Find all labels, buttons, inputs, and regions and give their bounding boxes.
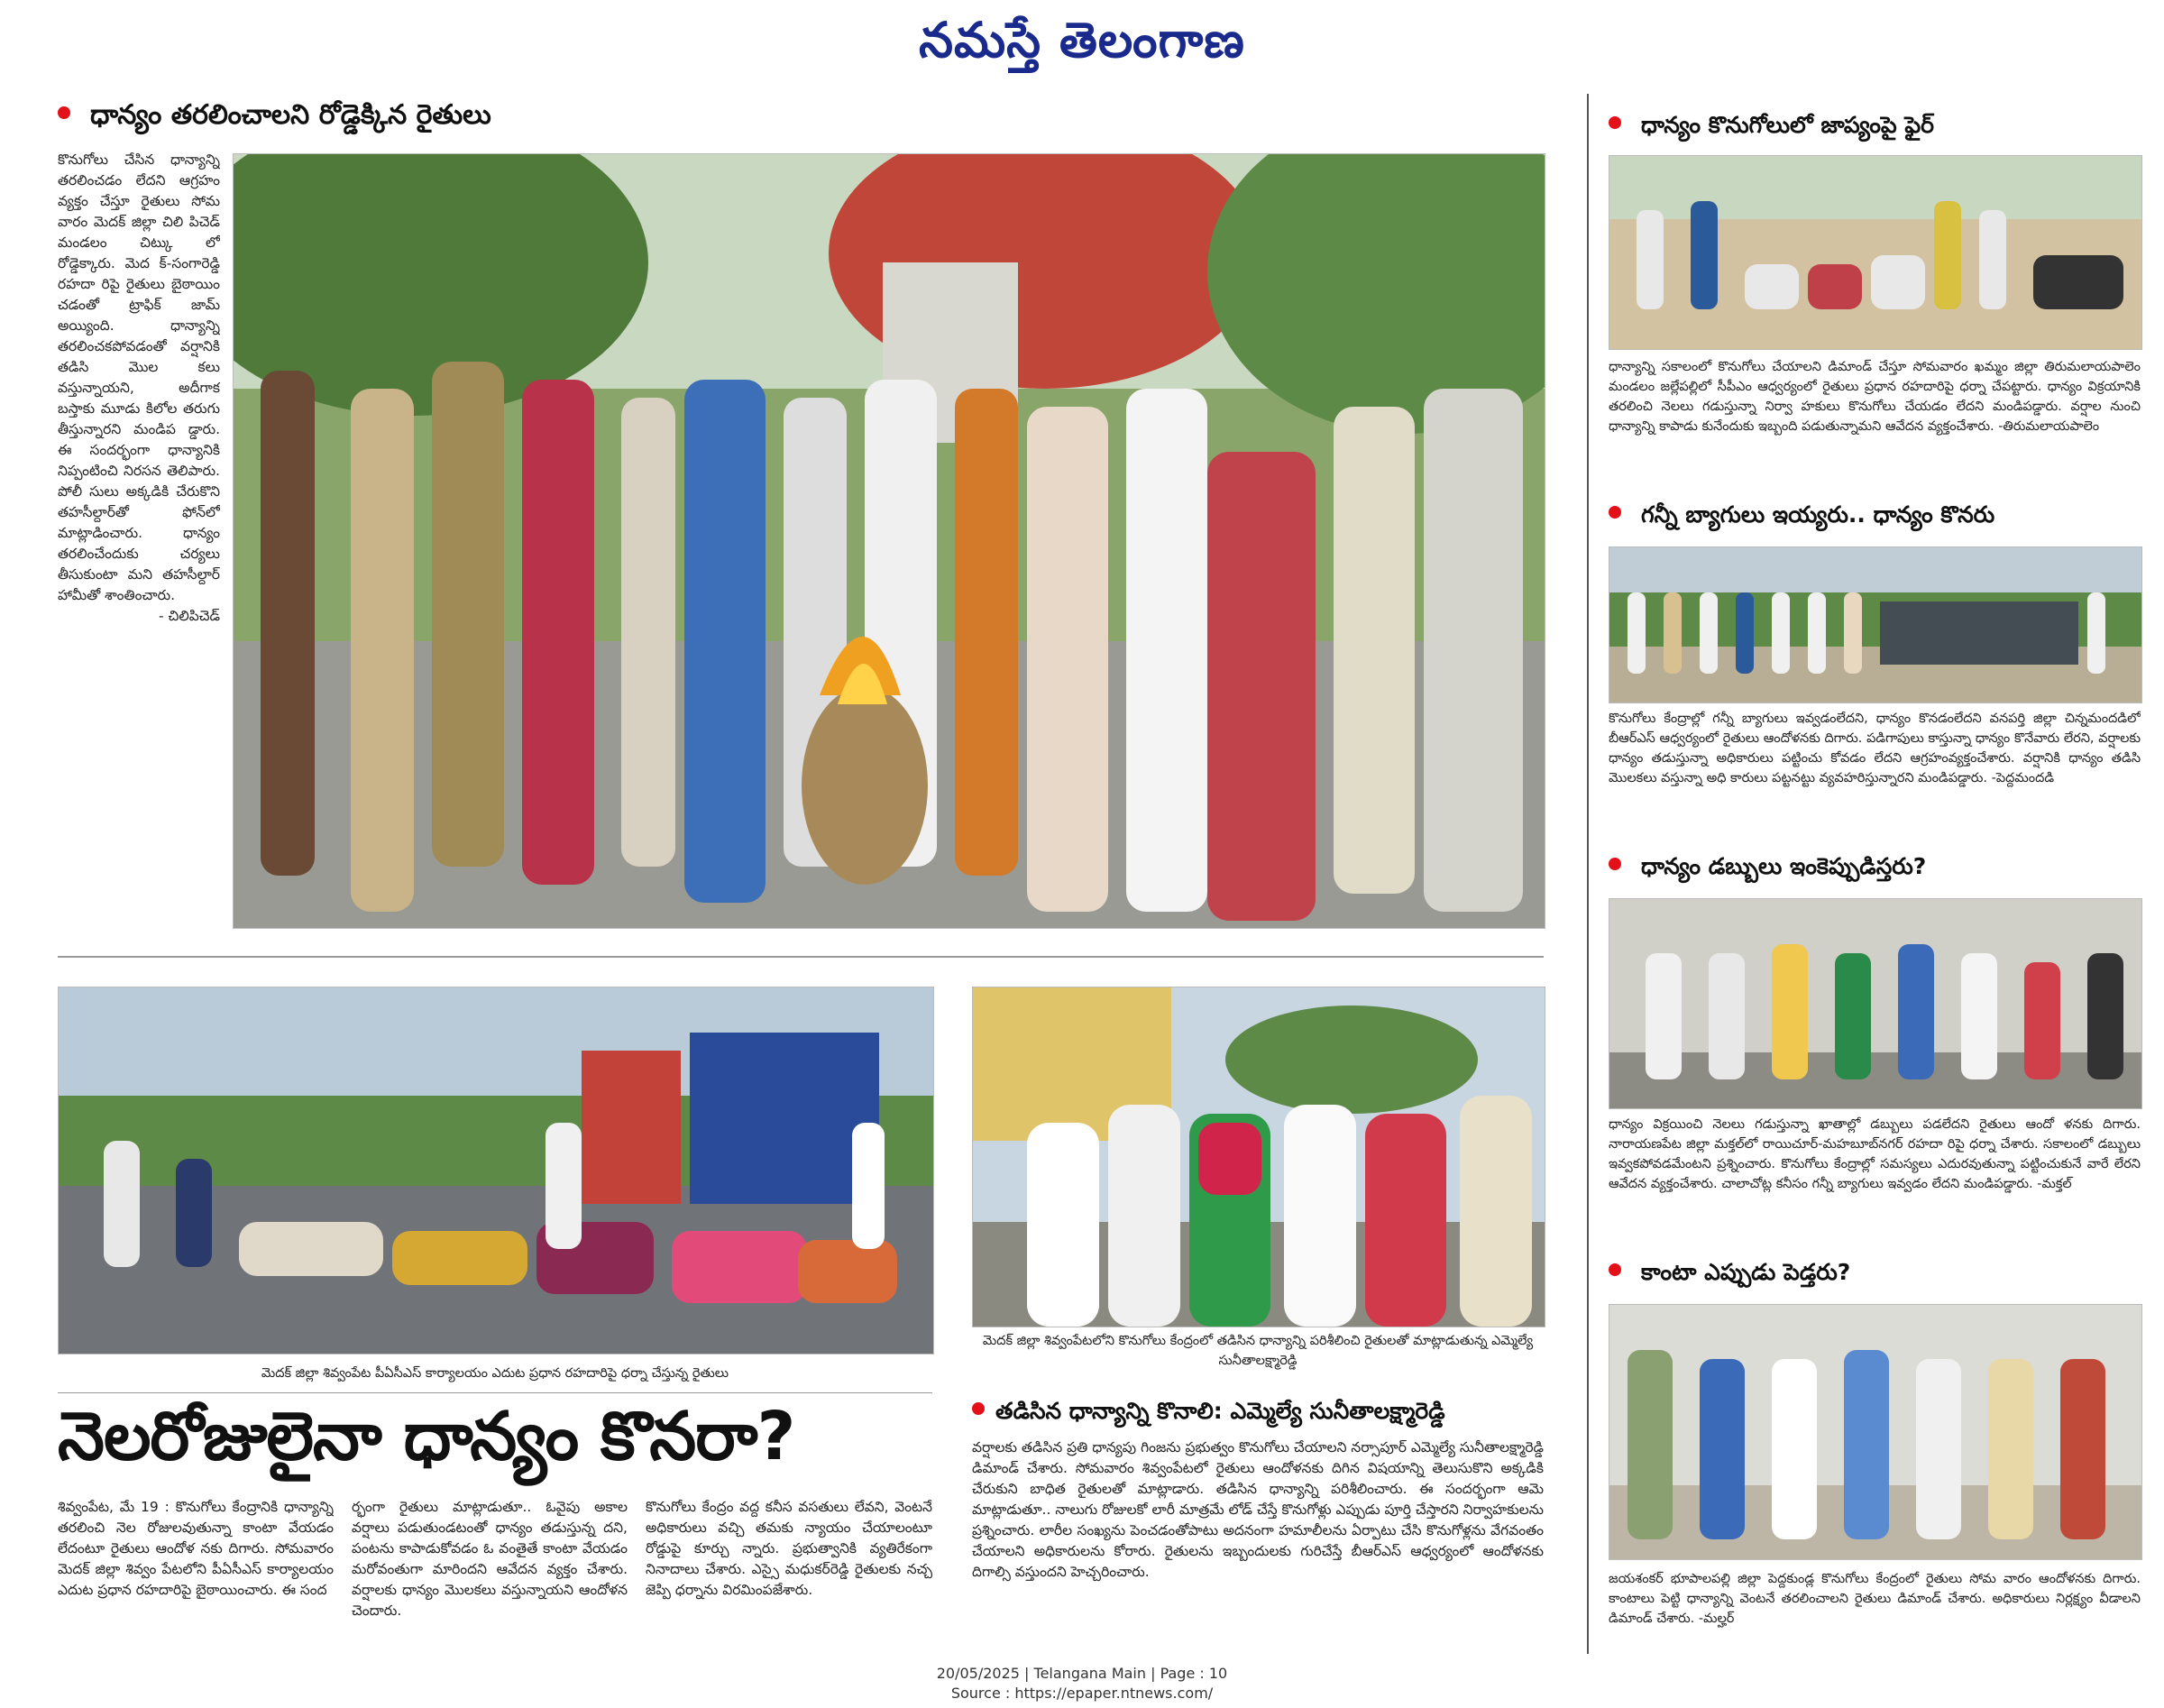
big-headline: నెలరోజులైనా ధాన్యం కొనరా? <box>58 1398 795 1475</box>
brief-1-photo <box>1609 155 2142 350</box>
brief-3-headline: ధాన్యం డబ్బులు ఇంకెప్పుడిస్తరు? <box>1609 853 1926 886</box>
masthead: నమస్తే తెలంగాణ <box>919 11 1245 69</box>
lead-body: కొనుగోలు చేసిన ధాన్యాన్ని తరలించడం లేదని ఆగ్రహం వ్యక్తం చేస్తూ రైతులు సోమ వారం మెదక్ జిల్లా చిలి పిచెడ్ మండలం చిట్కు లో రోడ్డెక్కారు. మెద క్-సంగారెడ్డి రహదా రిపై రైతులు బైఠాయిం చడంతో ట్రాఫిక్ జామ్ అయ్యింది. ధాన్యాన్ని తరలించకపోవడంతో వర్షానికి తడిసి మొల కలు వస్తున్నాయని, అదీగాక బస్తాకు మూడు కిలోల తరుగు తీస్తున్నారని మండిప డ్డారు. ఈ సందర్భంగా ధాన్యానికి నిప్పంటించి నిరసన తెలిపారు. పోలీ సులు అక్కడికి చేరుకొని తహసీల్దార్‌తో ఫోన్‌లో మాట్లాడించారు. ధాన్యం తరలించేందుకు చర్యలు తీసుకుంటా మని తహసీల్దార్ హామీతో శాంతించారు. - చిలిపిచెడ్ <box>58 150 220 907</box>
brief-2-caption: కొనుగోలు కేంద్రాల్లో గన్నీ బ్యాగులు ఇవ్వడంలేదని, ధాన్యం కొనడంలేదని వనపర్తి జిల్లా చిన్నమందడిలో బీఆర్‌ఎస్ ఆధ్వర్యంలో రైతులు ఆందోళనకు దిగారు. పడిగాపులు కాస్తున్నా ధాన్యం కొనేవారు లేరని, వర్షాలకు ధాన్యం తడుస్తున్నా అధికారులు పట్టించు కోవడం లేదని ఆగ్రహంవ్యక్తంచేశారు. వర్షానికి ధాన్యం తడిసి మొలకలు వస్తున్నా అధి కారులు పట్టనట్టు వ్యవహరిస్తున్నారని మండిపడ్డారు. -పెద్దమందడి <box>1609 712 2141 785</box>
sit-in-caption: మెదక్ జిల్లా శివ్వంపేట పీఏసీఎస్ కార్యాలయం ఎదుట ప్రధాన రహదారిపై ధర్నా చేస్తున్న రైతులు <box>261 1366 729 1381</box>
bullet-icon <box>1609 506 1621 519</box>
footer-source: Source : https://epaper.ntnews.com/ <box>950 1685 1214 1702</box>
brief-2-headline: గన్నీ బ్యాగులు ఇయ్యరు.. ధాన్యం కొనరు <box>1609 501 1994 534</box>
brief-1-headline: ధాన్యం కొనుగోలులో జాప్యంపై ఫైర్ <box>1609 112 1934 144</box>
bullet-icon <box>58 106 70 119</box>
brief-1-caption: ధాన్యాన్ని సకాలంలో కొనుగోలు చేయాలని డిమాండ్ చేస్తూ సోమవారం ఖమ్మం జిల్లా తిరుమలాయపాలెం మండలం జల్లేపల్లిలో సీపీఎం ఆధ్వర్యంలో రైతులు ప్రధాన రహదారిపై ధర్నా చేపట్టారు. ధాన్యం విక్రయానికి తరలించి నెలలు గడుస్తున్నా నిర్వా హకులు కొనుగోలు చేయడం లేదని మండిపడ్డారు. వర్షాల నుంచి ధాన్యాన్ని కాపాడు కునేందుకు ఇబ్బంది పడుతున్నామని ఆవేదన వ్యక్తంచేశారు. -తిరుమలాయపాలెం <box>1609 360 2141 434</box>
mla-headline: తడిసిన ధాన్యాన్ని కొనాలి: ఎమ్మెల్యే సునీతాలక్ష్మారెడ్డి <box>972 1398 1445 1430</box>
lead-credit: - చిలిపిచెడ్ <box>158 608 220 624</box>
bullet-icon <box>1609 116 1621 129</box>
footer-date: 20/05/2025 | Telangana Main | Page : 10 <box>936 1665 1228 1682</box>
brief-4-photo <box>1609 1304 2142 1560</box>
brief-2-photo <box>1609 546 2142 703</box>
mla-photo <box>972 987 1545 1327</box>
right-column-border <box>1587 94 1589 1654</box>
story-col-1: శివ్వంపేట, మే 19 : కొనుగోలు కేంద్రానికి ధాన్యాన్ని తరలించి నెల రోజులవుతున్నా కాంటా వేయడం లేదంటూ రైతులు ఆందోళ నకు దిగారు. సోమవారం మెదక్ జిల్లా శివ్వం పేటలోని పీఏసీఎస్ కార్యాలయం ఎదుట ప్రధాన రహదారిపై బైఠాయించారు. ఈ సంద <box>58 1499 334 1598</box>
sit-in-photo <box>58 987 934 1354</box>
brief-4-headline: కాంటా ఎప్పుడు పెడ్తరు? <box>1609 1259 1850 1291</box>
bullet-icon <box>1609 1263 1621 1276</box>
brief-3-photo <box>1609 898 2142 1109</box>
brief-4-caption: జయశంకర్ భూపాలపల్లి జిల్లా పెద్దకుండ్ల కొనుగోలు కేంద్రంలో రైతులు సోమ వారం ఆందోళనకు దిగారు. కాంటాలు పెట్టి ధాన్యాన్ని వెంటనే తరలించాలని రైతులు డిమాండ్ చేశారు. అధికారులు నిర్లక్ష్యం వీడాలని డిమాండ్ చేశారు. -మల్హర్ <box>1609 1572 2141 1626</box>
story-col-3: కొనుగోలు కేంద్రం వద్ద కనీస వసతులు లేవని, వెంటనే అధికారులు వచ్చి తమకు న్యాయం చేయాలంటూ రోడ్డుపై కూర్చు న్నారు. ప్రభుత్వానికి వ్యతిరేకంగా నినాదాలు చేశారు. ఎస్సై మధుకర్‌రెడ్డి రైతులకు నచ్చ జెప్పి ధర్నాను విరమింపజేశారు. <box>646 1499 932 1598</box>
bullet-icon <box>1609 858 1621 870</box>
bullet-icon <box>972 1402 985 1415</box>
mla-body: వర్షాలకు తడిసిన ప్రతి ధాన్యపు గింజను ప్రభుత్వం కొనుగోలు చేయాలని నర్సాపూర్ ఎమ్మెల్యే సునీతాలక్ష్మారెడ్డి డిమాండ్ చేశారు. సోమవారం శివ్వంపేటలో రైతులు ఆందోళనకు దిగిన విషయాన్ని తెలుసుకొని అక్కడికి చేరుకుని బాధిత రైతులతో మాట్లాడారు. తడిసిన ధాన్యాన్ని పరిశీలించారు. ఈ సందర్భంగా ఆమె మాట్లాడుతూ.. నాలుగు రోజులకో లారీ మాత్రమే లోడ్ చేస్తే కొనుగోళ్లు ఎప్పుడు పూర్తి చేస్తారని నిర్వాహకులను ప్రశ్నించారు. లారీల సంఖ్యను పెంచడంతోపాటు అదనంగా హమాలీలను ఏర్పాటు చేసి కొనుగోళ్లను వేగవంతం చేయాలని అధికారులను కోరారు. రైతులను ఇబ్బందులకు గురిచేస్తే బీఆర్‌ఎస్ ఆధ్వర్యంలో ఆందోళనకు దిగాల్సి వస్తుందని హెచ్చరించారు. <box>972 1439 1544 1580</box>
divider <box>58 1392 932 1393</box>
divider <box>58 956 1544 958</box>
lead-headline: ధాన్యం తరలించాలని రోడ్డెక్కిన రైతులు <box>58 99 491 137</box>
lead-photo-protest-burning-grain <box>233 153 1545 929</box>
mla-caption: మెదక్ జిల్లా శివ్వంపేటలోని కొనుగోలు కేంద్రంలో తడిసిన ధాన్యాన్ని పరిశీలించి రైతులతో మాట్లాడుతున్న ఎమ్మెల్యే సునీతాలక్ష్మారెడ్డి <box>982 1334 1534 1368</box>
brief-3-caption: ధాన్యం విక్రయించి నెలలు గడుస్తున్నా ఖాతాల్లో డబ్బులు పడలేదని రైతులు ఆందో ళనకు దిగారు. నారాయణపేట జిల్లా మక్తల్‌లో రాయిచూర్-మహబూబ్‌నగర్ రహదా రిపై ధర్నా చేశారు. సకాలంలో డబ్బులు ఇవ్వకపోవడమేంటని ప్రశ్నించారు. కొనుగోలు కేంద్రాల్లో సమస్యలు ఎదురవుతున్నా పట్టించుకునే వారే లేరని ఆవేదన వ్యక్తంచేశారు. చాలాచోట్ల కనీసం గన్నీ బ్యాగులు ఇవ్వడం లేదని మండిపడ్డారు. -మక్తల్ <box>1609 1117 2141 1191</box>
story-col-2: ర్భంగా రైతులు మాట్లాడుతూ.. ఓవైపు అకాల వర్షాలు పడుతుండటంతో ధాన్యం తడుస్తున్న దని, పంటను కాపాడుకోవడం ఓ వంతైతే కాంటా వేయడం మరోవంతుగా మారిందని ఆవేదన వ్యక్తం చేశారు. వర్షాలకు ధాన్యం మొలకలు వస్తున్నాయని ఆందోళన చెందారు. <box>352 1499 628 1619</box>
